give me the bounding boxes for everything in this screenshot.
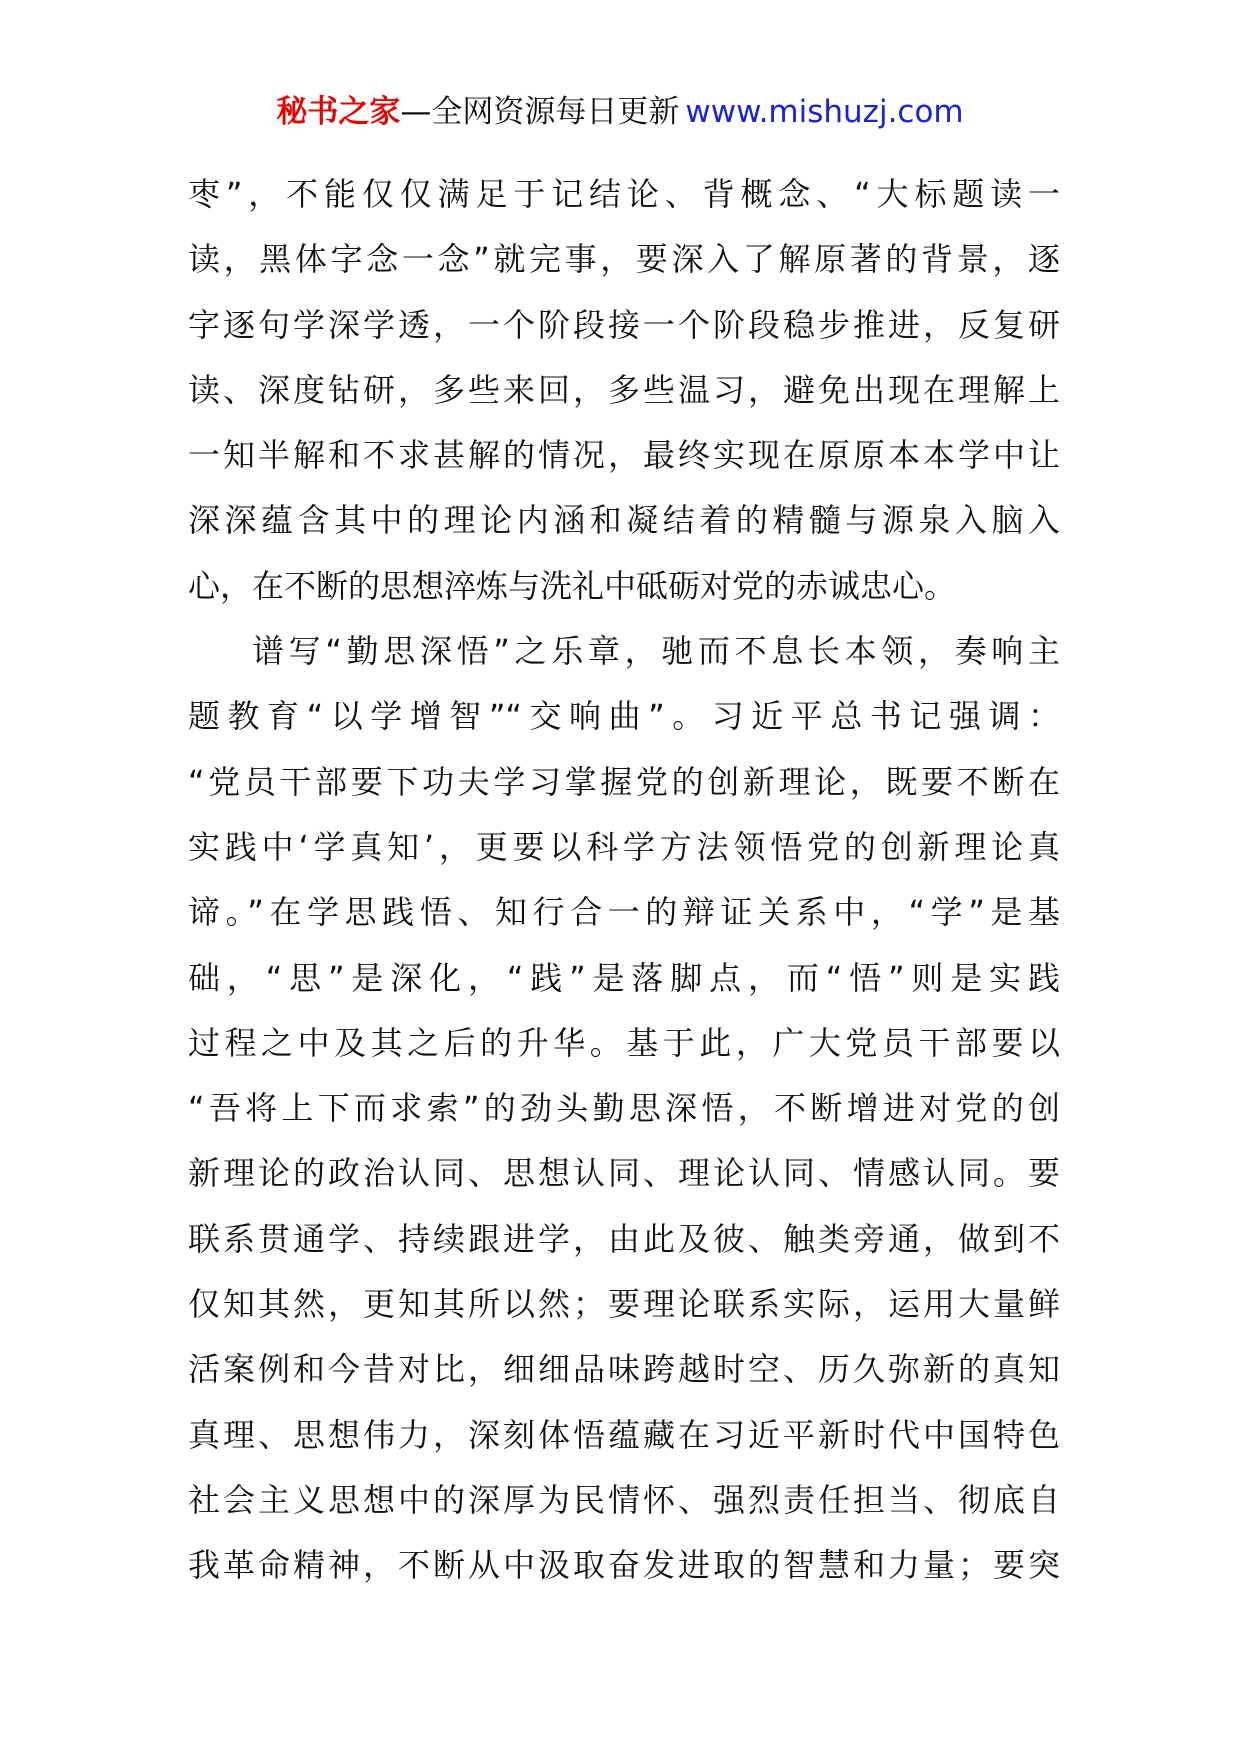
text-line: 题教育“以学增智”“交响曲”。习近平总书记强调： [188,697,1060,736]
text-line: “党员干部要下功夫学习掌握党的创新理论，既要不断在 [188,762,1060,801]
text-line: 活案例和今昔对比，细细品味跨越时空、历久弥新的真知 [188,1350,1060,1389]
text-line: 深深蕴含其中的理论内涵和凝结着的精髓与源泉入脑入 [188,501,1060,540]
site-url[interactable]: www.mishuzj.com [685,94,964,130]
text-line: 础，“思”是深化，“践”是落脚点，而“悟”则是实践 [188,958,1060,997]
paragraph-1 [188,162,1060,619]
text-line: 心，在不断的思想淬炼与洗礼中砥砺对党的赤诚忠心。 [188,566,957,605]
text-line: 读，黑体字念一念”就完事，要深入了解原著的背景，逐 [188,240,1060,279]
text-line: 仅知其然，更知其所以然；要理论联系实际，运用大量鲜 [188,1285,1060,1324]
text-line: 读、深度钻研，多些来回，多些温习，避免出现在理解上 [188,370,1060,409]
text-line: 谱写“勤思深悟”之乐章，驰而不息长本领，奏响主 [252,632,1060,671]
text-line: 过程之中及其之后的升华。基于此，广大党员干部要以 [188,1023,1060,1062]
site-slogan: —全网资源每日更新 [400,94,680,130]
text-line: 我革命精神，不断从中汲取奋发进取的智慧和力量；要突 [188,1546,1060,1585]
text-line: 枣”，不能仅仅满足于记结论、背概念、“大标题读一 [188,175,1060,213]
text-line: 真理、思想伟力，深刻体悟蕴藏在习近平新时代中国特色 [188,1415,1060,1454]
text-line: 社会主义思想中的深厚为民情怀、强烈责任担当、彻底自 [188,1480,1060,1519]
text-line: 字逐句学深学透，一个阶段接一个阶段稳步推进，反复研 [188,305,1060,344]
paragraph-2 [188,619,1060,1598]
text-line: 一知半解和不求甚解的情况，最终实现在原原本本学中让 [188,436,1060,475]
document-body [188,162,1060,1599]
text-line: 新理论的政治认同、思想认同、理论认同、情感认同。要 [188,1154,1060,1193]
page-header [0,92,1240,132]
text-line: 谛。”在学思践悟、知行合一的辩证关系中，“学”是基 [188,893,1060,932]
site-brand: 秘书之家 [276,94,401,130]
text-line: 实践中‘学真知’，更要以科学方法领悟党的创新理论真 [188,827,1060,866]
text-line: 联系贯通学、持续跟进学，由此及彼、触类旁通，做到不 [188,1219,1060,1258]
text-line: “吾将上下而求索”的劲头勤思深悟，不断增进对党的创 [188,1089,1060,1128]
